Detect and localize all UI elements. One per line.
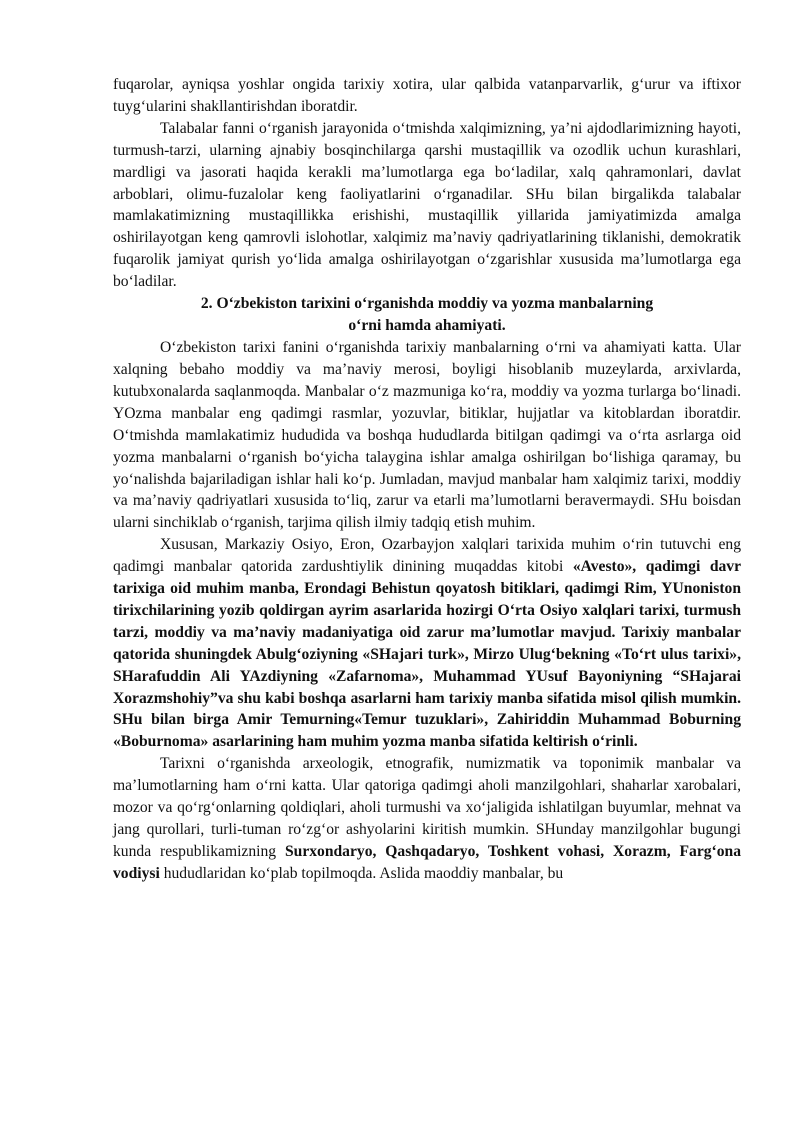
document-page	[113, 74, 741, 885]
paragraph-material-sources-regions: Surxondaryo, Qashqadaryo, Toshkent vohasi, Xorazm, Farg‘ona vodiysi	[113, 842, 742, 882]
paragraph-students: Talabalar fanni o‘rganish jarayonida o‘tmishda xalqimizning, ya’ni ajdodlarimizning hayoti, turmush-tarzi, ularning ajnabiy bosqinchilarga qarshi mustaqillik va ozodlik uchun kurashlari, mardligi va jasorati haqida kerakli ma’lumotlarga ega bo‘ladilar, xalq qahramonlari, davlat arboblari, olimu-fuzalolar keng faoliyatlarini o‘rganadilar. SHu bilan birgalikda talabalar mamlakatimizning mustaqillikka erishishi, mustaqillik yillarida jamiyatimizda amalga oshirilayotgan keng qamrovli islohotlar, xalqimiz ma’naviy qadriyatlarining tiklanishi, demokratik fuqarolik jamiyat qurish yo‘lida amalga oshirilayotgan o‘zgarishlar xususida ma’lumotlarga ega bo‘ladilar.	[113, 119, 741, 291]
paragraph-written-sources	[113, 534, 741, 753]
section-heading-line1: 2. O‘zbekiston tarixini o‘rganishda moddiy va yozma manbalarning	[200, 295, 654, 313]
paragraph-material-sources	[113, 753, 741, 884]
paragraph-written-sources-text: Xususan, Markaziy Osiyo, Eron, Ozarbayjon xalqlari tarixida muhim o‘rin tutuvchi eng qadimgi manbalar qatorida zardushtiylik dinining muqaddas kitobi	[113, 536, 741, 576]
paragraph-material-sources-text1: Tarixni o‘rganishda arxeologik, etnografik, numizmatik va toponimik manbalar va ma’lumotlarning ham o‘rni katta. Ular qatoriga qadimgi aholi manzilgohlari, shaharlar xarobalari, mozor va qo‘rg‘onlarning qoldiqlari, aholi turmushi va xo‘jaligida ishlatilgan buyumlar, mehnat va jang qurollari, turli-tuman ro‘zg‘or ashyolarini kiritish mumkin. SHunday manzilgohlar bugungi kunda respublikamizning	[113, 755, 741, 860]
paragraph-material-sources-text2: hududlaridan ko‘plab topilmoqda. Aslida maoddiy manbalar, bu	[159, 864, 564, 882]
paragraph-intro-continuation: fuqarolar, ayniqsa yoshlar ongida tarixiy xotira, ular qalbida vatanparvarlik, g‘urur va iftixor tuyg‘ularini shakllantirishdan iboratdir.	[113, 76, 741, 115]
paragraph-written-sources-bold: «Avesto», qadimgi davr tarixiga oid muhim manba, Erondagi Behistun qoyatosh bitiklari, qadimgi Rim, YUnoniston tirixchilarining yozib qoldirgan ayrim asarlarida hozirgi O‘rta Osiyo xalqlari tarixi, turmush tarzi, moddiy va ma’naviy madaniyatiga oid zarur ma’lumotlar mavjud. Tarixiy manbalar qatorida shuningdek Abulg‘oziyning «SHajari turk», Mirzo Ulug‘bekning «To‘rt ulus tarixi», SHarafuddin Ali YAzdiyning «Zafarnoma», Muhammad YUsuf Bayoniyning “SHajarai Xorazmshohiy”va shu kabi boshqa asarlarni ham tarixiy manba sifatida misol qilish mumkin. SHu bilan birga Amir Temurning«Temur tuzuklari», Zahiriddin Muhammad Boburning «Boburnoma» asarlarining ham muhim yozma manba sifatida keltirish o‘rinli.	[113, 558, 742, 751]
section-heading-line2: o‘rni hamda ahamiyati.	[348, 317, 506, 335]
section-heading	[113, 293, 741, 337]
paragraph-sources: O‘zbekiston tarixi fanini o‘rganishda tarixiy manbalarning o‘rni va ahamiyati katta. Ular xalqning bebaho moddiy va ma’naviy merosi, boyligi hisoblanib muzeylarda, arxivlarda, kutubxonalarda saqlanmoqda. Manbalar o‘z mazmuniga ko‘ra, moddiy va yozma turlarga bo‘linadi. YOzma manbalar eng qadimgi rasmlar, yozuvlar, bitiklar, hujjatlar va kitoblardan iboratdir. O‘tmishda mamlakatimiz hududida va boshqa hududlarda bitilgan qadimgi va o‘rta asrlarga oid yozma manbalarni o‘rganish bo‘yicha talaygina ishlar amalga oshirilgan bo‘lishiga qaramay, bu yo‘nalishda bajariladigan ishlar hali ko‘p. Jumladan, mavjud manbalar ham xalqimiz tarixi, moddiy va ma’naviy qadriyatlari xususida to‘liq, zarur va etarli ma’lumotlarni beravermaydi. SHu boisdan ularni sinchiklab o‘rganish, tarjima qilish ilmiy tadqiq etish muhim.	[113, 339, 741, 532]
